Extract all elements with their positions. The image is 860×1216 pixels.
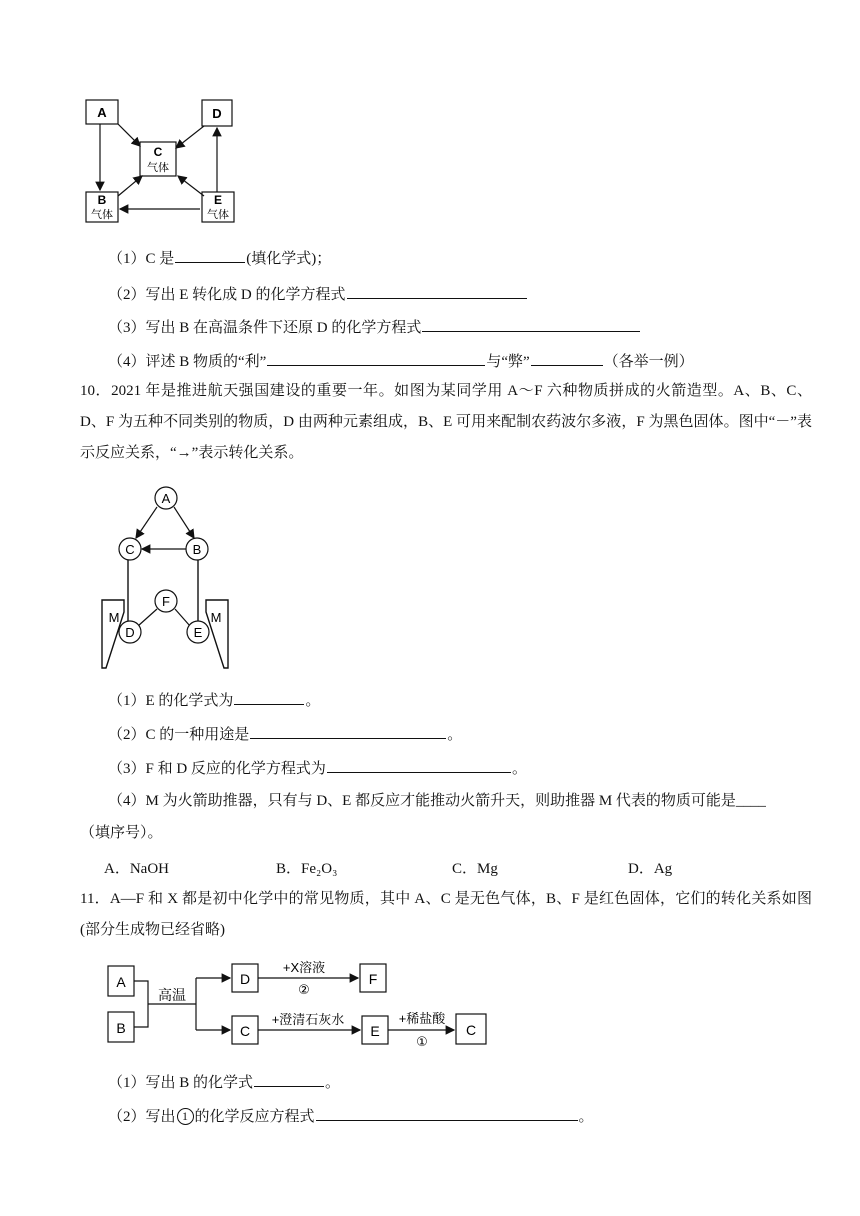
q10-sub4-line1: （4）M 为火箭助推器，只有与 D、E 都反应才能推动火箭升天，则助推器 M 代表的物质可能是____ xyxy=(108,793,766,809)
q10-label-f: F xyxy=(162,594,170,609)
q9-label-c-sub: 气体 xyxy=(147,162,169,174)
q9-label-d: D xyxy=(212,106,222,121)
q11-arrow1-label: +X溶液 xyxy=(282,960,326,975)
q10-label-b: B xyxy=(192,542,202,557)
q11-arrow3-label: +稀盐酸 xyxy=(398,1011,446,1026)
q11-sub2-mid: 的化学反应方程式 xyxy=(194,1109,315,1125)
q10-sub1-tail: 。 xyxy=(305,693,321,709)
q11-sub1-blank[interactable] xyxy=(254,1071,324,1087)
q10-rocket-diagram xyxy=(96,482,236,672)
q9-sub2 xyxy=(108,283,528,305)
q11-label-c2: C xyxy=(465,1022,477,1038)
q11-sub1 xyxy=(108,1071,340,1093)
q10-sub3-blank[interactable] xyxy=(327,757,511,773)
q9-arrow-b-c xyxy=(118,176,142,196)
q11-bracket xyxy=(134,981,148,1027)
q10-sub1-blank[interactable] xyxy=(234,689,304,705)
q11-label-a: A xyxy=(116,974,126,990)
q10-sub2-text: （2）C 的一种用途是 xyxy=(108,727,250,743)
q10-label-e: E xyxy=(193,625,203,640)
q11-sub2 xyxy=(108,1105,594,1127)
q9-sub2-text: （2）写出 E 转化成 D 的化学方程式 xyxy=(108,287,346,303)
q10-label-a: A xyxy=(161,491,171,506)
q10-link-f-e xyxy=(175,609,190,626)
q10-option-b[interactable]: B．Fe₂O₃ xyxy=(276,861,338,877)
q11-label-b: B xyxy=(116,1020,126,1036)
q11-arrow3-num: ① xyxy=(416,1034,428,1049)
q11-label-e: E xyxy=(370,1023,380,1039)
q9-arrow-d-c xyxy=(176,126,204,148)
q11-label-f: F xyxy=(368,971,378,987)
q9-sub4-mid: 与“弊” xyxy=(486,354,530,370)
q11-sub2-blank[interactable] xyxy=(316,1105,578,1121)
q10-label-m-right: M xyxy=(210,610,222,625)
q9-sub4-text: （4）评述 B 物质的“利” xyxy=(108,354,267,370)
q10-sub3-text: （3）F 和 D 反应的化学方程式为 xyxy=(108,761,326,777)
q10-sub2-tail: 。 xyxy=(447,727,463,743)
q9-sub4-tail: （各举一例） xyxy=(603,354,694,370)
q10-sub1-text: （1）E 的化学式为 xyxy=(108,693,234,709)
q9-sub1-text: （1）C 是 xyxy=(108,251,175,267)
q9-sub1-blank[interactable] xyxy=(175,247,245,263)
q9-label-b: B xyxy=(97,193,107,207)
q10-stem: 10．2021 年是推进航天强国建设的重要一年。如图为某同学用 A～F 六种物质拼成的火箭造型。A、B、C、D、F 为五种不同类别的物质，D 由两种元素组成，B、E 可用来配制农药波尔多液，F 为黑色固体。图中“－”表示反应关系，“→”表示转化关系。 xyxy=(80,383,812,461)
q9-arrow-a-c xyxy=(118,124,140,146)
q10-arrow-a-c xyxy=(136,507,157,538)
q11-stem: 11．A—F 和 X 都是初中化学中的常见物质，其中 A、C 是无色气体，B、F 是红色固体，它们的转化关系如图(部分生成物已经省略) xyxy=(80,891,812,938)
q10-label-m-left: M xyxy=(108,610,120,625)
q9-arrow-e-c xyxy=(178,176,204,196)
q11-label-c1: C xyxy=(239,1023,251,1039)
q9-label-a: A xyxy=(97,105,107,120)
q10-option-a[interactable]: A．NaOH xyxy=(104,861,169,877)
q10-link-f-d xyxy=(138,609,157,626)
q10-option-c[interactable]: C．Mg xyxy=(452,861,498,877)
q10-option-d[interactable]: D．Ag xyxy=(628,861,673,877)
q10-sub3 xyxy=(108,757,527,779)
q9-sub1-tail: (填化学式)； xyxy=(246,251,332,267)
q10-sub2 xyxy=(108,723,462,745)
q10-sub1 xyxy=(108,689,320,711)
q11-sub2-tail: 。 xyxy=(578,1109,594,1125)
q11-flow-diagram xyxy=(104,956,494,1056)
q10-sub2-blank[interactable] xyxy=(250,723,446,739)
q10-sub3-tail: 。 xyxy=(511,761,527,777)
q11-arrow1-num: ② xyxy=(298,982,310,997)
q9-label-e-sub: 气体 xyxy=(207,209,229,221)
q9-sub3 xyxy=(108,316,641,338)
q9-sub4-blank1[interactable] xyxy=(267,350,485,366)
q11-arrow2-label: +澄清石灰水 xyxy=(271,1012,345,1027)
q10-label-c: C xyxy=(125,542,135,557)
q9-sub4 xyxy=(108,350,694,372)
q9-label-c: C xyxy=(153,145,163,159)
q9-sub2-blank[interactable] xyxy=(347,283,527,299)
q9-label-e: E xyxy=(213,193,223,207)
q11-sub1-tail: 。 xyxy=(325,1075,341,1091)
q9-label-b-sub: 气体 xyxy=(91,209,113,221)
q11-sub1-text: （1）写出 B 的化学式 xyxy=(108,1075,254,1091)
q9-sub1 xyxy=(108,247,331,269)
q10-label-d: D xyxy=(125,625,135,640)
q10-sub4-line2: （填序号）。 xyxy=(80,825,163,841)
q11-sub2-circled-number: 1 xyxy=(177,1108,194,1125)
q11-cond-label: 高温 xyxy=(158,987,186,1003)
q11-label-d: D xyxy=(239,971,251,987)
q9-diagram xyxy=(80,96,240,226)
q9-sub4-blank2[interactable] xyxy=(531,350,603,366)
q9-sub3-text: （3）写出 B 在高温条件下还原 D 的化学方程式 xyxy=(108,320,422,336)
q11-sub2-text: （2）写出 xyxy=(108,1109,176,1125)
q9-sub3-blank[interactable] xyxy=(422,316,640,332)
q10-arrow-a-b xyxy=(174,507,194,538)
